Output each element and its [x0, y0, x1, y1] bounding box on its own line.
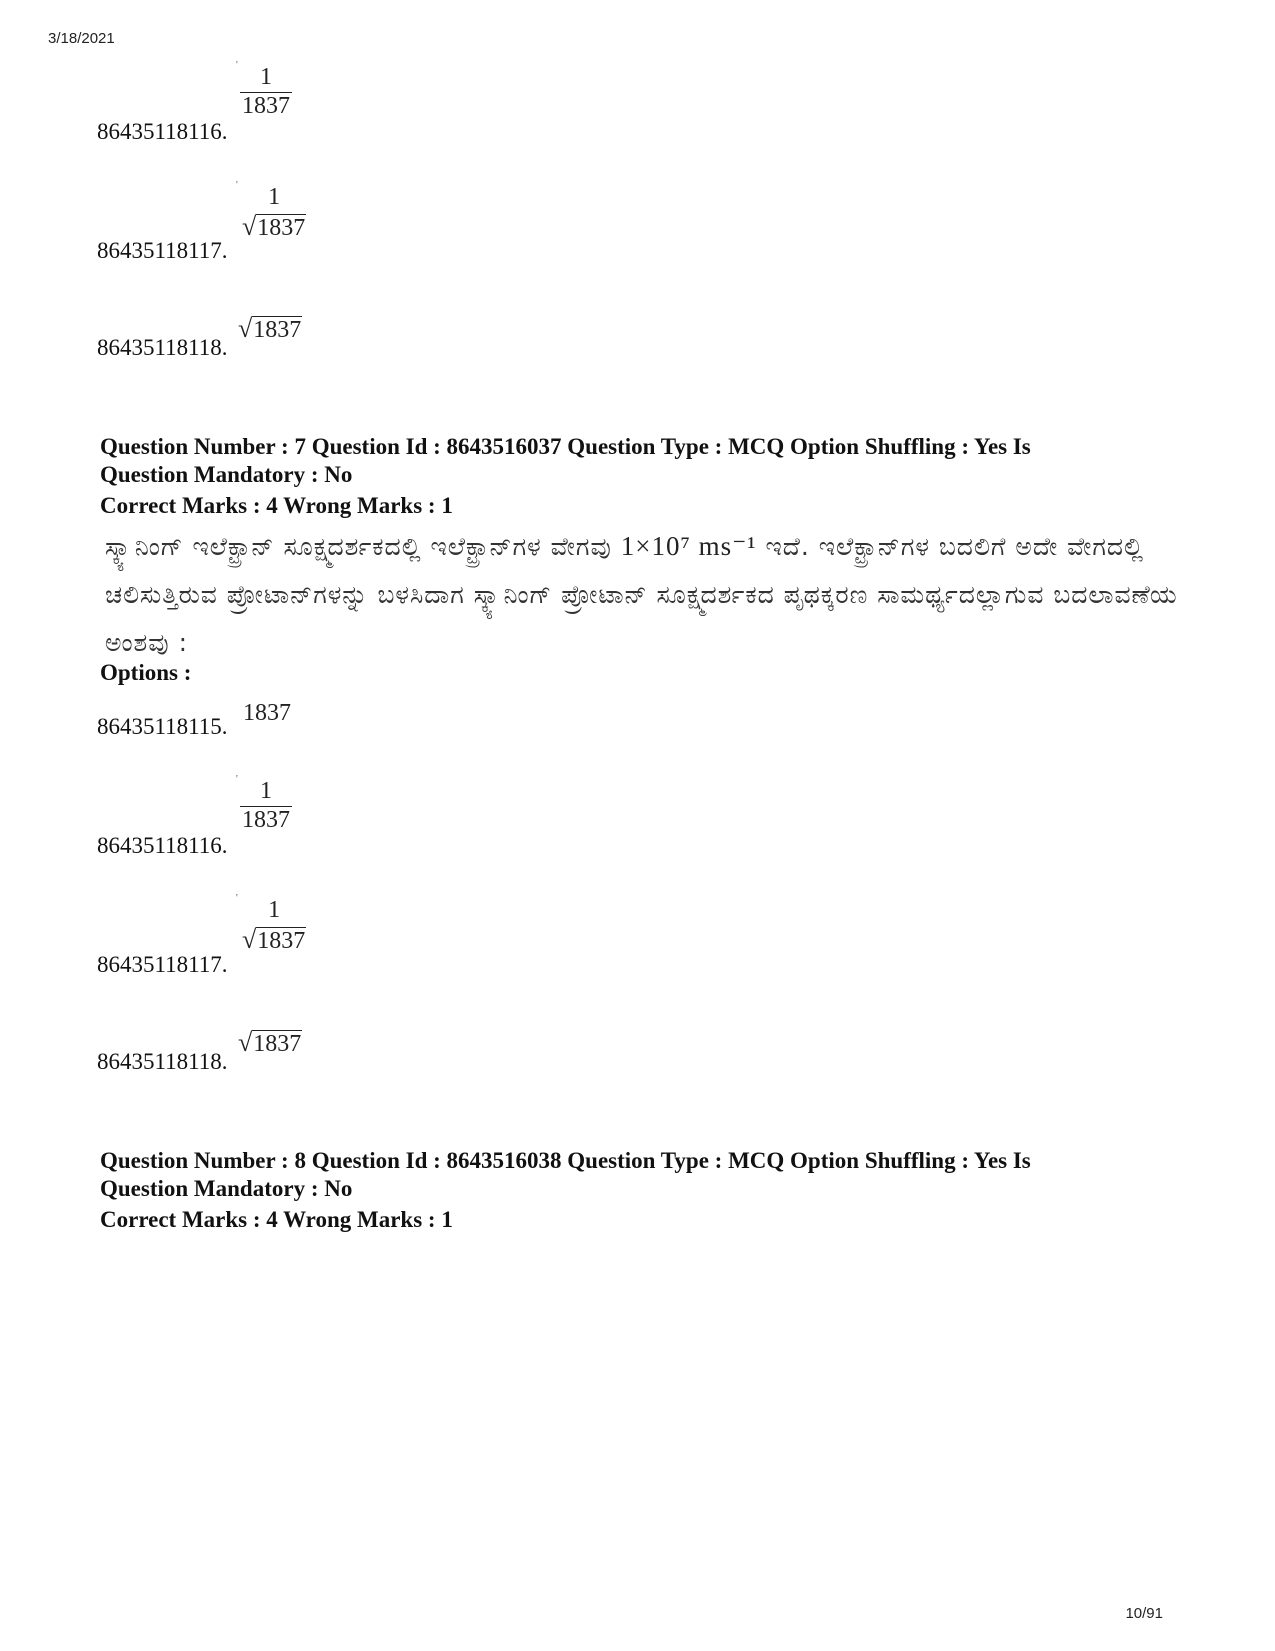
- sqrt-1837: √1837: [238, 314, 302, 343]
- value-1837: 1837: [243, 700, 291, 726]
- question-7-header: Question Number : 7 Question Id : 8643516037 Question Type : MCQ Option Shuffling : Yes Is Question Mandatory : No: [100, 434, 1031, 487]
- option-id: 86435118117.: [97, 952, 228, 977]
- denominator: 1837: [242, 92, 290, 119]
- print-date: 3/18/2021: [48, 30, 115, 47]
- radicand: 1837: [257, 214, 306, 241]
- options-label: Options :: [100, 660, 192, 685]
- question-8-header: Question Number : 8 Question Id : 8643516038 Question Type : MCQ Option Shuffling : Yes Is Question Mandatory : No: [100, 1148, 1031, 1201]
- option-id: 86435118118.: [97, 1049, 228, 1074]
- tick-mark: ': [236, 60, 238, 71]
- sqrt-1837: √1837: [238, 1028, 302, 1057]
- tick-mark: ': [236, 180, 238, 191]
- numerator: 1: [260, 64, 272, 90]
- option-id: 86435118116.: [97, 833, 228, 858]
- question-text-part2: ಇದೆ. ಇಲೆಕ್ಟ್ರಾನ್‌ಗಳ ಬದಲಿಗೆ ಅದೇ ವೇಗದಲ್ಲಿ ಚಲಿಸುತ್ತಿರುವ ಪ್ರೋಟಾನ್‌ಗಳನ್ನು ಬಳಸಿದಾಗ ಸ್ಕ್ಯಾನಿಂಗ್ ಪ್ರೋಟಾನ್ ಸೂಕ್ಷ್ಮದರ್ಶಕದ ಪೃಥಕ್ಕರಣ ಸಾಮರ್ಥ್ಯದಲ್ಲಾಗುವ ಬದಲಾವಣೆಯ ಅಂಶವು :: [105, 532, 1178, 657]
- question-text-part1: ಸ್ಕ್ಯಾನಿಂಗ್ ಇಲೆಕ್ಟ್ರಾನ್ ಸೂಕ್ಷ್ಮದರ್ಶಕದಲ್ಲಿ ಇಲೆಕ್ಟ್ರಾನ್‌ಗಳ ವೇಗವು: [105, 532, 621, 561]
- radicand: 1837: [253, 1031, 302, 1057]
- question-7-text: [105, 522, 1185, 667]
- page-number: 10/91: [1125, 1605, 1163, 1622]
- tick-mark: ': [236, 774, 238, 785]
- option-id: 86435118116.: [97, 119, 228, 144]
- radicand: 1837: [257, 927, 306, 954]
- numerator: 1: [268, 897, 281, 923]
- numerator: 1: [260, 778, 272, 804]
- question-7-marks: Correct Marks : 4 Wrong Marks : 1: [100, 493, 453, 518]
- fraction-1-over-1837: [240, 64, 292, 120]
- fraction-1-over-sqrt-1837: 1 √1837: [240, 184, 308, 242]
- tick-mark: ': [236, 893, 238, 904]
- fraction-1-over-1837: [240, 778, 292, 834]
- option-id: 86435118118.: [97, 335, 228, 360]
- question-8-marks: Correct Marks : 4 Wrong Marks : 1: [100, 1207, 453, 1232]
- option-id: 86435118117.: [97, 238, 228, 263]
- velocity-expression: 1×10⁷ ms⁻¹: [620, 531, 757, 561]
- radicand: 1837: [253, 317, 302, 343]
- option-id: 86435118115.: [97, 714, 228, 739]
- denominator: 1837: [242, 806, 290, 833]
- numerator: 1: [268, 184, 281, 210]
- fraction-1-over-sqrt-1837: 1 √1837: [240, 897, 308, 955]
